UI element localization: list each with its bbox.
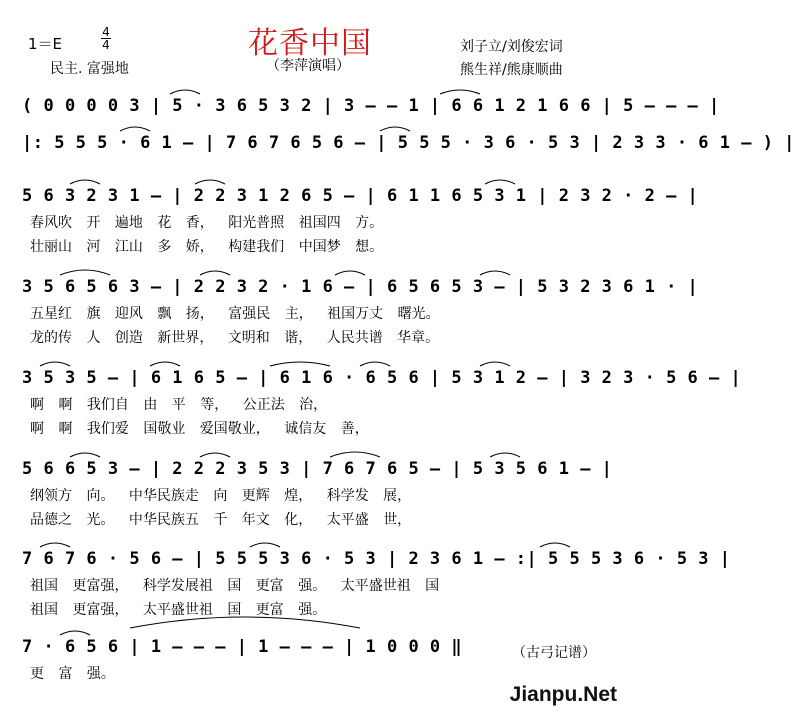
slur <box>60 270 110 275</box>
lyric-line-3-verse-2: 壮丽山 河 江山 多 娇， 构建我们 中国梦 想。 <box>30 239 384 255</box>
tempo-expression: 民主. 富强地 <box>50 61 129 77</box>
time-signature-bottom: 4 <box>102 38 110 52</box>
lyric-line-4-verse-1: 五星红 旗 迎风 飘 扬， 富强民 主， 祖国万丈 曙光。 <box>30 306 440 322</box>
lyric-line-7-verse-2: 祖国 更富强， 太平盛世祖 国 更富 强。 <box>30 602 327 618</box>
singer: （李萍演唱） <box>266 58 350 74</box>
score-line-6: 5 6 6 5 3 – | 2 2 2 3 5 3 | 7 6 7 6 5 – | 5 3 5 6 1 – | <box>22 459 613 479</box>
slur <box>120 127 150 131</box>
lyric-line-5-verse-1: 啊 啊 我们自 由 平 等， 公正法 治， <box>30 397 328 413</box>
slur <box>60 631 90 635</box>
slur <box>270 362 330 366</box>
key-signature: 1＝E <box>28 35 63 53</box>
score-line-3: 5 6 3 2 3 1 – | 2 2 3 1 2 6 5 – | 6 1 1 6 5 3 1 | 2 3 2 · 2 – | <box>22 186 699 206</box>
lyric-line-4-verse-2: 龙的传 人 创造 新世界， 文明和 谐， 人民共谱 华章。 <box>30 330 440 346</box>
slur <box>540 543 570 547</box>
score-line-4: 3 5 6 5 6 3 – | 2 2 3 2 · 1 6 – | 6 5 6 5 3 – | 5 3 2 3 6 1 · | <box>22 277 699 297</box>
slur <box>40 543 70 547</box>
score-line-5: 3 5 3 5 – | 6 1 6 5 – | 6 1 6 · 6 5 6 | 5 3 1 2 – | 3 2 3 · 5 6 – | <box>22 368 742 388</box>
composer: 熊生祥/熊康顺曲 <box>460 62 563 78</box>
slur <box>170 90 200 94</box>
slur <box>360 362 390 366</box>
slur <box>335 271 365 275</box>
slur <box>490 453 520 457</box>
lyric-line-5-verse-2: 啊 啊 我们爱 国敬业 爱国敬业， 诚信友 善， <box>30 421 369 437</box>
slur <box>200 271 230 275</box>
lyric-line-6-verse-1: 纲领方 向。 中华民族走 向 更辉 煌， 科学发 展， <box>30 488 412 504</box>
slur <box>195 180 225 184</box>
slur <box>480 362 510 366</box>
slur <box>380 127 410 131</box>
slur <box>440 90 480 94</box>
lyric-line-8-verse-1: 更 富 强。 <box>30 666 115 682</box>
slur <box>150 362 180 366</box>
slur <box>40 362 70 366</box>
slur <box>70 453 100 457</box>
score-line-2: |: 5 5 5 · 6 1 – | 7 6 7 6 5 6 – | 5 5 5 · 3 6 · 5 3 | 2 3 3 · 6 1 – ) | <box>22 133 795 153</box>
lyricist: 刘子立/刘俊宏词 <box>460 39 563 55</box>
slur <box>70 180 100 184</box>
slur <box>200 453 230 457</box>
slur <box>480 271 510 275</box>
song-title: 花香中国 <box>248 26 372 61</box>
transcriber-credit: （古弓记谱） <box>512 645 596 661</box>
watermark: Jianpu.Net <box>509 683 617 706</box>
lyric-line-7-verse-1: 祖国 更富强， 科学发展祖 国 更富 强。 太平盛世祖 国 <box>30 578 440 594</box>
score-line-1: ( 0 0 0 0 3 | 5 · 3 6 5 3 2 | 3 – – 1 | 6 6 1 2 1 6 6 | 5 – – – | <box>22 96 720 116</box>
time-signature-top: 4 <box>102 25 110 39</box>
slur <box>250 543 280 547</box>
lyric-line-3-verse-1: 春风吹 开 遍地 花 香， 阳光普照 祖国四 方。 <box>30 215 384 231</box>
lyric-line-6-verse-2: 品德之 光。 中华民族五 千 年文 化， 太平盛 世， <box>30 512 412 528</box>
score-line-8: 7 · 6 5 6 | 1 – – – | 1 – – – | 1 0 0 0 ‖ <box>22 637 463 657</box>
slur <box>330 452 380 457</box>
slur <box>485 180 515 184</box>
score-line-7: 7 6 7 6 · 5 6 – | 5 5 5 3 6 · 5 3 | 2 3 6 1 – :| 5 5 5 3 6 · 5 3 | <box>22 549 731 569</box>
time-signature <box>101 26 111 51</box>
